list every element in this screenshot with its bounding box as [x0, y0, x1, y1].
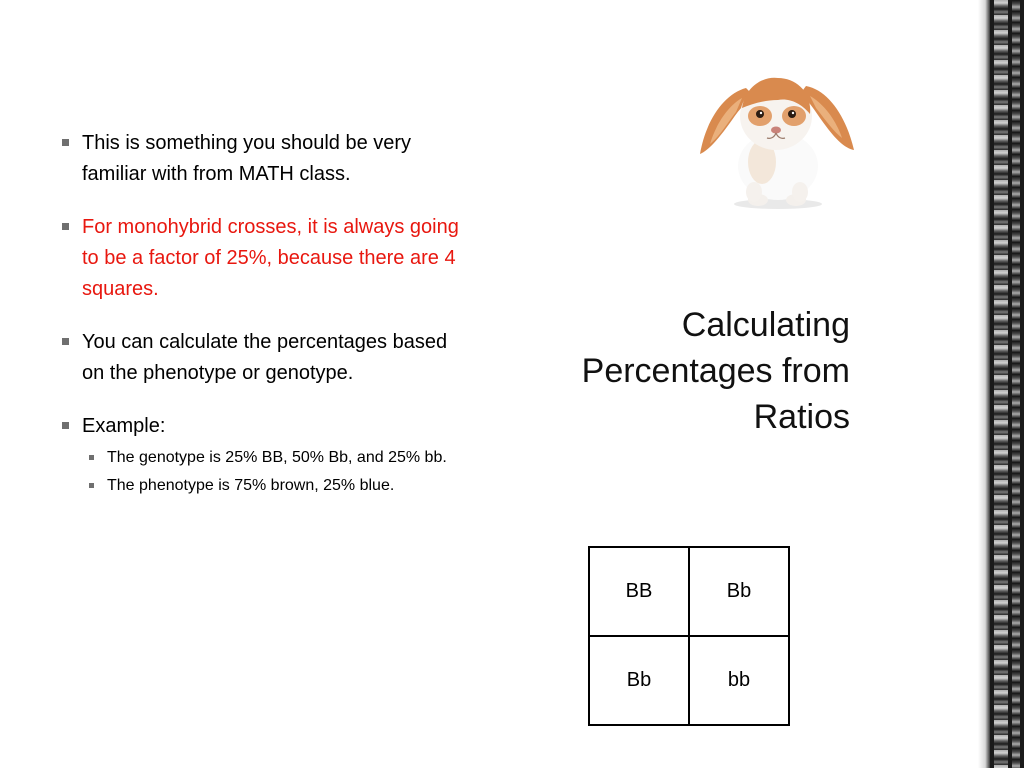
square-bullet-icon — [62, 223, 69, 230]
square-bullet-icon — [62, 422, 69, 429]
sub-bullet-text: The genotype is 25% BB, 50% Bb, and 25% bb. — [107, 449, 447, 466]
square-bullet-icon — [62, 338, 69, 345]
bullet-item-3 — [62, 327, 462, 389]
sub-bullet-list — [82, 446, 462, 498]
rabbit-image — [696, 58, 860, 210]
bullet-list — [62, 128, 462, 498]
bullet-item-4 — [62, 411, 462, 498]
punnett-cell: Bb — [589, 636, 689, 725]
punnett-row — [589, 636, 789, 725]
square-bullet-icon — [89, 483, 94, 488]
sub-bullet-item-1 — [82, 446, 462, 470]
title-line: Ratios — [753, 398, 850, 436]
square-bullet-icon — [62, 139, 69, 146]
bullet-list-container — [62, 128, 462, 520]
bullet-text: Example: — [82, 415, 166, 437]
punnett-cell: BB — [589, 547, 689, 636]
punnett-row — [589, 547, 789, 636]
punnett-cell: bb — [689, 636, 789, 725]
title-line: Calculating — [681, 306, 850, 344]
punnett-square — [588, 546, 790, 726]
sub-bullet-text: The phenotype is 75% brown, 25% blue. — [107, 477, 395, 494]
bullet-text-highlight: For monohybrid crosses, it is always going to be a factor of 25%, because there are 4 squares. — [82, 216, 459, 300]
bullet-text: This is something you should be very familiar with from MATH class. — [82, 132, 412, 185]
film-strip-pattern — [994, 0, 1008, 768]
title-line: Percentages from — [581, 352, 850, 390]
punnett-cell: Bb — [689, 547, 789, 636]
bullet-item-1 — [62, 128, 462, 190]
bullet-text: You can calculate the percentages based on the phenotype or genotype. — [82, 331, 448, 384]
border-highlight — [978, 0, 990, 768]
slide-title — [520, 302, 850, 440]
bullet-item-2 — [62, 212, 462, 305]
square-bullet-icon — [89, 455, 94, 460]
sub-bullet-item-2 — [82, 474, 462, 498]
decorative-border — [978, 0, 1024, 768]
film-strip-pattern — [1012, 0, 1020, 768]
